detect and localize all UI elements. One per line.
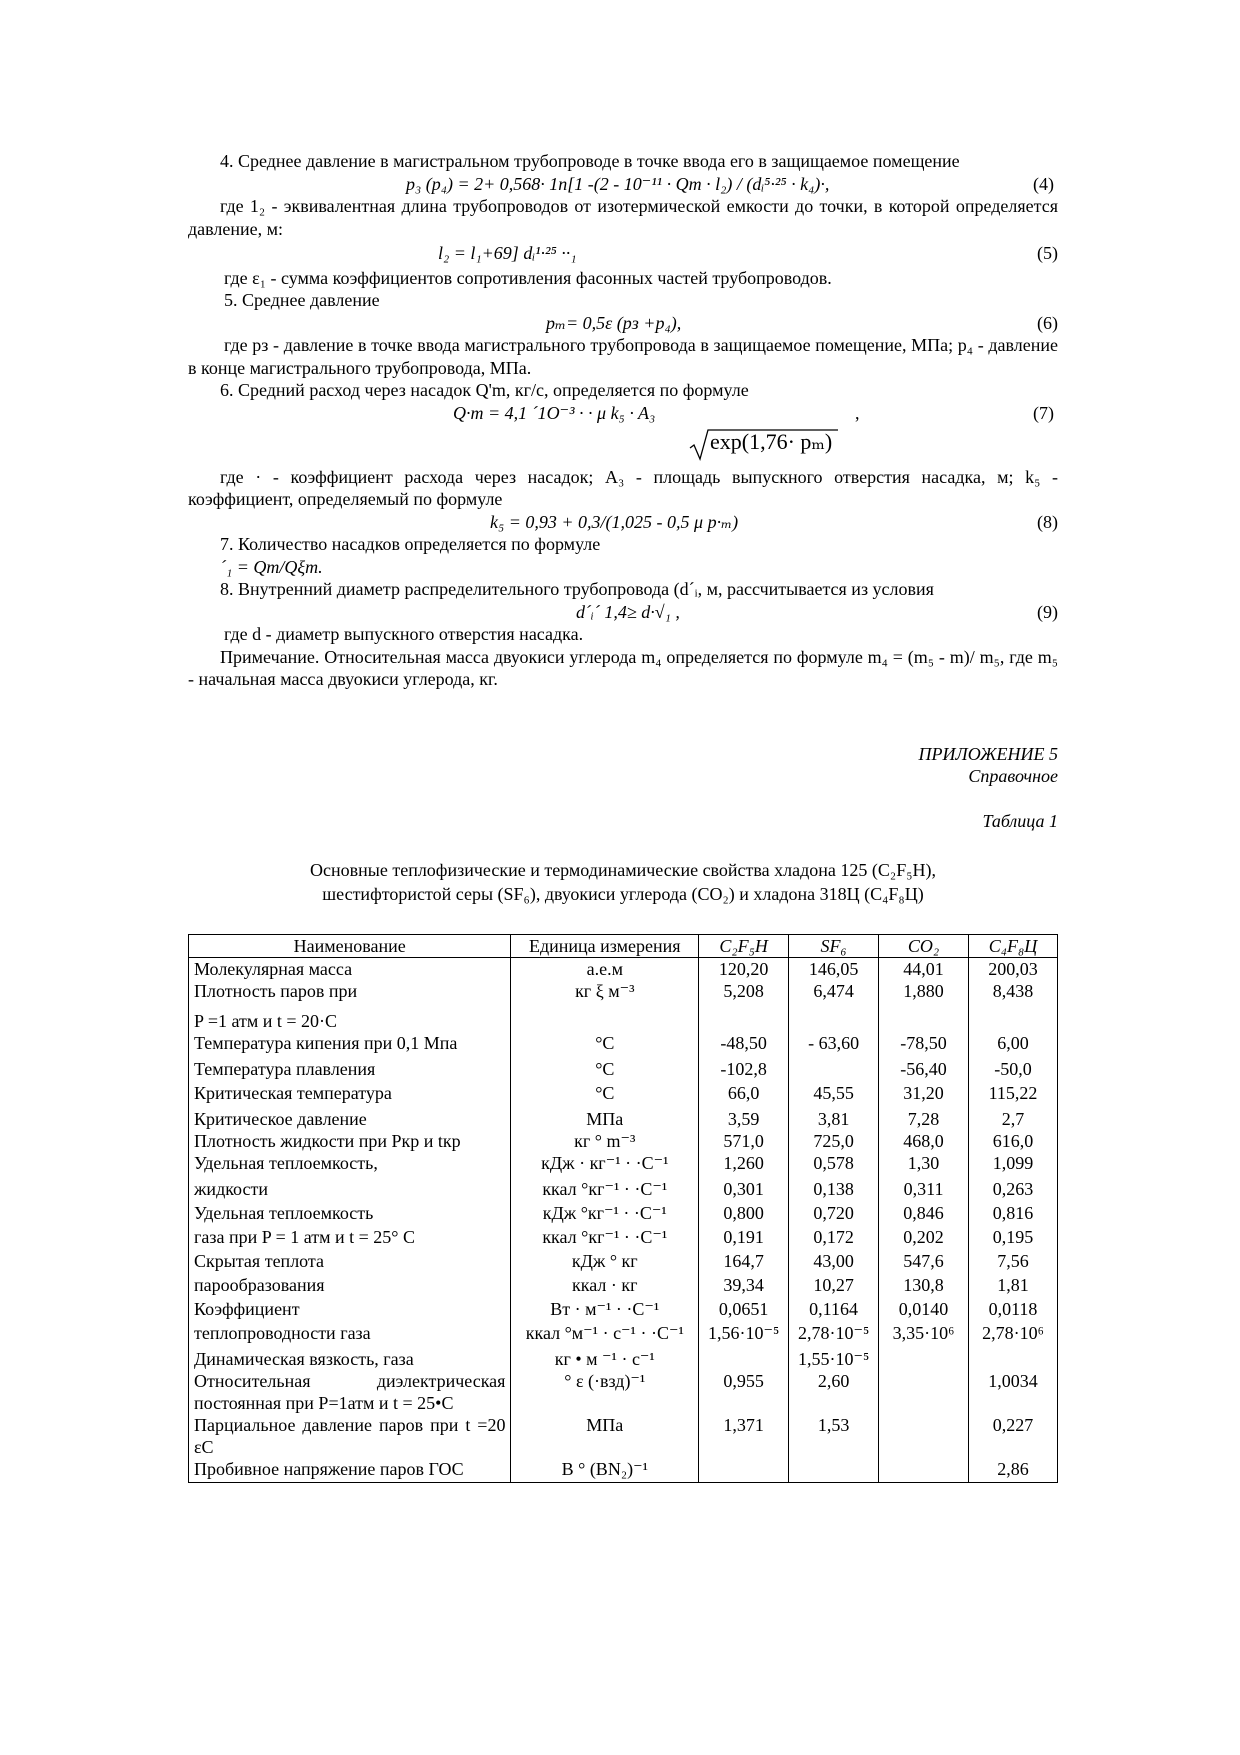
equation-9-number: (9) xyxy=(1037,601,1058,622)
table-cell-value xyxy=(879,1348,969,1370)
table-cell-value: 31,20 xyxy=(879,1082,969,1108)
header-c2f5h: C₂F₅H xyxy=(699,935,789,958)
table-cell-name: Удельная теплоемкость, xyxy=(189,1152,511,1178)
table-cell-value: -48,50 xyxy=(699,1032,789,1058)
table-cell-value: -56,40 xyxy=(879,1058,969,1082)
table-cell-value xyxy=(879,1458,969,1482)
table-cell-name: Критическое давление xyxy=(189,1108,511,1130)
table-cell-name: Скрытая теплота xyxy=(189,1250,511,1274)
table-cell-name: Относительная диэлектрическая постоянная при P=1атм и t = 25•C xyxy=(189,1370,511,1414)
equation-5-formula: l₂ = l₁+69] dᵢ¹·²⁵ ··₁ xyxy=(438,243,577,263)
table-cell-value: 0,955 xyxy=(699,1370,789,1414)
table-row xyxy=(189,1082,1058,1108)
table-header-row xyxy=(189,935,1058,958)
table-cell-value: 725,0 xyxy=(789,1130,879,1152)
table-cell-value: -102,8 xyxy=(699,1058,789,1082)
table-cell-value: 115,22 xyxy=(969,1082,1058,1108)
table-cell-value xyxy=(789,1010,879,1032)
table-cell-value: 0,202 xyxy=(879,1226,969,1250)
table-cell-value: -50,0 xyxy=(969,1058,1058,1082)
table-cell-value: 1,53 xyxy=(789,1414,879,1458)
appendix-title: ПРИЛОЖЕНИЕ 5 xyxy=(918,743,1058,764)
table-cell-value xyxy=(699,1010,789,1032)
equation-7 xyxy=(188,402,1058,462)
table-cell-unit xyxy=(511,1010,699,1032)
table-cell-value: 0,800 xyxy=(699,1202,789,1226)
paragraph-7-intro: 7. Количество насадков определяется по формуле xyxy=(220,534,601,554)
table-row xyxy=(189,1108,1058,1130)
table-row xyxy=(189,1298,1058,1322)
table-cell-unit: °C xyxy=(511,1058,699,1082)
table-cell-value: 571,0 xyxy=(699,1130,789,1152)
table-cell-value: 1,099 xyxy=(969,1152,1058,1178)
header-co2: CO₂ xyxy=(879,935,969,958)
table-row xyxy=(189,1178,1058,1202)
table-cell-unit: °C xyxy=(511,1082,699,1108)
equation-7-number: (7) xyxy=(1033,402,1054,423)
table-cell-name: Температура кипения при 0,1 Мпа xyxy=(189,1032,511,1058)
table-cell-value xyxy=(879,1370,969,1414)
equation-7-comma: , xyxy=(855,402,860,423)
properties-table xyxy=(188,934,1058,1483)
table-cell-value: 1,81 xyxy=(969,1274,1058,1298)
table-cell-value: 0,0118 xyxy=(969,1298,1058,1322)
table-cell-value: 2,78·10⁶ xyxy=(969,1322,1058,1348)
table-cell-value: 3,81 xyxy=(789,1108,879,1130)
table-cell-value: 0,195 xyxy=(969,1226,1058,1250)
table-cell-name: Температура плавления xyxy=(189,1058,511,1082)
table-cell-unit: кДж °кг⁻¹ · ·C⁻¹ xyxy=(511,1202,699,1226)
table-row xyxy=(189,1202,1058,1226)
table-cell-value xyxy=(879,1414,969,1458)
equation-6 xyxy=(188,312,1058,335)
equation-5 xyxy=(188,242,1058,265)
table-cell-name: P =1 атм и t = 20·C xyxy=(189,1010,511,1032)
table-cell-value: 66,0 xyxy=(699,1082,789,1108)
table-cell-value: 0,263 xyxy=(969,1178,1058,1202)
table-cell-value: 3,35·10⁶ xyxy=(879,1322,969,1348)
table-cell-value xyxy=(969,1010,1058,1032)
table-cell-value: 0,138 xyxy=(789,1178,879,1202)
equation-7-sqrt xyxy=(688,428,848,460)
table-cell-value: 1,55·10⁻⁵ xyxy=(789,1348,879,1370)
table-cell-unit: МПа xyxy=(511,1414,699,1458)
table-cell-unit: Вт · м⁻¹ · ·C⁻¹ xyxy=(511,1298,699,1322)
table-row xyxy=(189,1058,1058,1082)
table-cell-value: 2,7 xyxy=(969,1108,1058,1130)
table-caption: Основные теплофизические и термодинамические свойства хладона 125 (C₂F₅H), шестифтористой серы (SF₆), двуокиси углерода (CO₂) и хладона 318Ц (C₄F₈Ц) xyxy=(310,860,936,904)
table-cell-value: 0,172 xyxy=(789,1226,879,1250)
table-cell-value: 0,816 xyxy=(969,1202,1058,1226)
equation-5-number: (5) xyxy=(1037,243,1058,263)
paragraph-8-intro: 8. Внутренний диаметр распределительного трубопровода (d´ᵢ, м, рассчитывается из условия xyxy=(220,579,934,599)
header-sf6: SF₆ xyxy=(789,935,879,958)
table-cell-value xyxy=(789,1458,879,1482)
table-cell-unit: ккал · кг xyxy=(511,1274,699,1298)
paragraph-6-where: где pз - давление в точке ввода магистрального трубопровода в защищаемое помещение, МПа; p₄ - давление в конце магистрального трубопровода, МПа. xyxy=(188,335,1058,378)
table-cell-unit: кг • м ⁻¹ · c⁻¹ xyxy=(511,1348,699,1370)
table-cell-unit: °C xyxy=(511,1032,699,1058)
header-unit: Единица измерения xyxy=(511,935,699,958)
table-cell-value: 0,0651 xyxy=(699,1298,789,1322)
table-cell-value: 1,371 xyxy=(699,1414,789,1458)
appendix-subtitle: Справочное xyxy=(968,766,1058,786)
paragraph-5-where: где ε₁ - сумма коэффициентов сопротивления фасонных частей трубопроводов. xyxy=(224,267,832,288)
table-cell-value: 1,260 xyxy=(699,1152,789,1178)
table-row xyxy=(189,1414,1058,1458)
table-cell-name: Парциальное давление паров при t =20 εC xyxy=(189,1414,511,1458)
table-row xyxy=(189,1152,1058,1178)
table-cell-value: 6,00 xyxy=(969,1032,1058,1058)
table-cell-value: -78,50 xyxy=(879,1032,969,1058)
table-cell-unit: ккал °м⁻¹ · c⁻¹ · ·C⁻¹ xyxy=(511,1322,699,1348)
table-row xyxy=(189,1250,1058,1274)
table-cell-name: газа при P = 1 атм и t = 25° C xyxy=(189,1226,511,1250)
equation-6-number: (6) xyxy=(1037,312,1058,333)
table-row xyxy=(189,1032,1058,1058)
equation-8 xyxy=(188,511,1058,534)
table-cell-unit: ° ε (·взд)⁻¹ xyxy=(511,1370,699,1414)
table-cell-value: 547,6 xyxy=(879,1250,969,1274)
table-body xyxy=(189,958,1058,1483)
table-cell-name: Динамическая вязкость, газа xyxy=(189,1348,511,1370)
table-cell-name: теплопроводности газа xyxy=(189,1322,511,1348)
table-cell-unit: кг ° m⁻³ xyxy=(511,1130,699,1152)
paragraph-9-where: где d - диаметр выпускного отверстия насадка. xyxy=(224,624,584,644)
table-cell-value: 200,03 xyxy=(969,958,1058,981)
table-cell-value xyxy=(879,1010,969,1032)
table-cell-value: 7,28 xyxy=(879,1108,969,1130)
table-cell-value: 1,880 xyxy=(879,980,969,1010)
table-cell-unit: кг ξ м⁻³ xyxy=(511,980,699,1010)
table-cell-unit: кДж · кг⁻¹ · ·C⁻¹ xyxy=(511,1152,699,1178)
table-cell-value: 39,34 xyxy=(699,1274,789,1298)
table-cell-value xyxy=(789,1058,879,1082)
table-row xyxy=(189,1130,1058,1152)
table-cell-name: Плотность жидкости при Pкр и tкр xyxy=(189,1130,511,1152)
table-row xyxy=(189,1322,1058,1348)
equation-7-formula: Q·m = 4,1 ´1O⁻³ · · μ k₅ · A₃ xyxy=(453,402,656,423)
table-cell-value: 45,55 xyxy=(789,1082,879,1108)
table-cell-value: 7,56 xyxy=(969,1250,1058,1274)
table-cell-value: 164,7 xyxy=(699,1250,789,1274)
table-cell-value: 120,20 xyxy=(699,958,789,981)
table-cell-value: 0,191 xyxy=(699,1226,789,1250)
table-cell-value xyxy=(699,1458,789,1482)
table-cell-value: 43,00 xyxy=(789,1250,879,1274)
equation-9 xyxy=(188,601,1058,624)
table-row xyxy=(189,1274,1058,1298)
equation-4-formula: p₃ (p₄) = 2+ 0,568· 1n[1 -(2 - 10⁻¹¹ · Qm · l₂) / (dᵢ⁵·²⁵ · k₄)·, xyxy=(406,173,830,194)
table-cell-value: 0,720 xyxy=(789,1202,879,1226)
table-cell-name: жидкости xyxy=(189,1178,511,1202)
table-cell-name: Коэффициент xyxy=(189,1298,511,1322)
paragraph-5-intro: 5. Среднее давление xyxy=(224,290,380,310)
table-row xyxy=(189,980,1058,1010)
equation-4 xyxy=(188,173,1058,196)
table-cell-value: 6,474 xyxy=(789,980,879,1010)
table-cell-name: Молекулярная масса xyxy=(189,958,511,981)
paragraph-4-intro: 4. Среднее давление в магистральном трубопроводе в точке ввода его в защищаемое помещение xyxy=(220,151,960,171)
equation-count: ´₁ = Qm/Qξm. xyxy=(220,556,323,577)
equation-9-formula: d´ᵢ´ 1,4≥ d·√₁ , xyxy=(576,601,680,622)
table-cell-value: 616,0 xyxy=(969,1130,1058,1152)
table-cell-value: 44,01 xyxy=(879,958,969,981)
table-cell-value: 146,05 xyxy=(789,958,879,981)
table-cell-value: 468,0 xyxy=(879,1130,969,1152)
table-cell-value: 130,8 xyxy=(879,1274,969,1298)
table-cell-name: Критическая температура xyxy=(189,1082,511,1108)
paragraph-4-where: где 1₂ - эквивалентная длина трубопроводов от изотермической емкости до точки, в которой определяется давление, м: xyxy=(188,196,1058,239)
table-row xyxy=(189,1458,1058,1482)
table-cell-value: 0,0140 xyxy=(879,1298,969,1322)
table-cell-value: 1,56·10⁻⁵ xyxy=(699,1322,789,1348)
table-row xyxy=(189,1348,1058,1370)
table-cell-unit: ккал °кг⁻¹ · ·C⁻¹ xyxy=(511,1178,699,1202)
table-cell-value: 5,208 xyxy=(699,980,789,1010)
table-cell-unit: кДж ° кг xyxy=(511,1250,699,1274)
table-cell-value: 0,301 xyxy=(699,1178,789,1202)
table-cell-value xyxy=(969,1348,1058,1370)
table-cell-value: 0,311 xyxy=(879,1178,969,1202)
table-cell-value: 2,60 xyxy=(789,1370,879,1414)
table-cell-value: 10,27 xyxy=(789,1274,879,1298)
equation-6-formula: pₘ= 0,5ε (pз +p₄), xyxy=(546,312,682,333)
table-cell-value: 0,227 xyxy=(969,1414,1058,1458)
header-name: Наименование xyxy=(189,935,511,958)
table-cell-value: 8,438 xyxy=(969,980,1058,1010)
table-cell-name: Плотность паров при xyxy=(189,980,511,1010)
table-cell-name: Удельная теплоемкость xyxy=(189,1202,511,1226)
table-cell-value: 3,59 xyxy=(699,1108,789,1130)
paragraph-6-intro: 6. Средний расход через насадок Q'm, кг/с, определяется по формуле xyxy=(220,380,749,400)
table-cell-value: 1,0034 xyxy=(969,1370,1058,1414)
equation-7-sqrt-content: exp(1,76· pₘ) xyxy=(710,428,833,454)
paragraph-7-where: где · - коэффициент расхода через насадок; A₃ - площадь выпускного отверстия насадка, м; k₅ - коэффициент, определяемый по формуле xyxy=(188,466,1058,509)
table-cell-value: 0,1164 xyxy=(789,1298,879,1322)
equation-4-number: (4) xyxy=(1033,173,1054,194)
table-cell-unit: МПа xyxy=(511,1108,699,1130)
note-paragraph: Примечание. Относительная масса двуокиси углерода m₄ определяется по формуле m₄ = (m₅ - m)/ m₅, где m₅ - начальная масса двуокиси углерода, кг. xyxy=(188,646,1058,689)
document-page xyxy=(188,150,1058,1483)
table-cell-value: 2,78·10⁻⁵ xyxy=(789,1322,879,1348)
table-cell-unit: ккал °кг⁻¹ · ·C⁻¹ xyxy=(511,1226,699,1250)
table-cell-value: 1,30 xyxy=(879,1152,969,1178)
table-row xyxy=(189,958,1058,981)
equation-8-formula: k₅ = 0,93 + 0,3/(1,025 - 0,5 μ p·ₘ) xyxy=(490,511,739,532)
table-row xyxy=(189,1226,1058,1250)
table-cell-value: 0,846 xyxy=(879,1202,969,1226)
table-cell-unit: а.е.м xyxy=(511,958,699,981)
equation-8-number: (8) xyxy=(1037,511,1058,532)
table-cell-value: 0,578 xyxy=(789,1152,879,1178)
table-cell-value: - 63,60 xyxy=(789,1032,879,1058)
header-c4f8c: C₄F₈Ц xyxy=(969,935,1058,958)
table-row xyxy=(189,1010,1058,1032)
table-row xyxy=(189,1370,1058,1414)
table-cell-name: Пробивное напряжение паров ГОС xyxy=(189,1458,511,1482)
table-label: Таблица 1 xyxy=(982,810,1058,831)
table-cell-unit: B ° (BN₂)⁻¹ xyxy=(511,1458,699,1482)
table-cell-value xyxy=(699,1348,789,1370)
table-cell-value: 2,86 xyxy=(969,1458,1058,1482)
table-cell-name: парообразования xyxy=(189,1274,511,1298)
